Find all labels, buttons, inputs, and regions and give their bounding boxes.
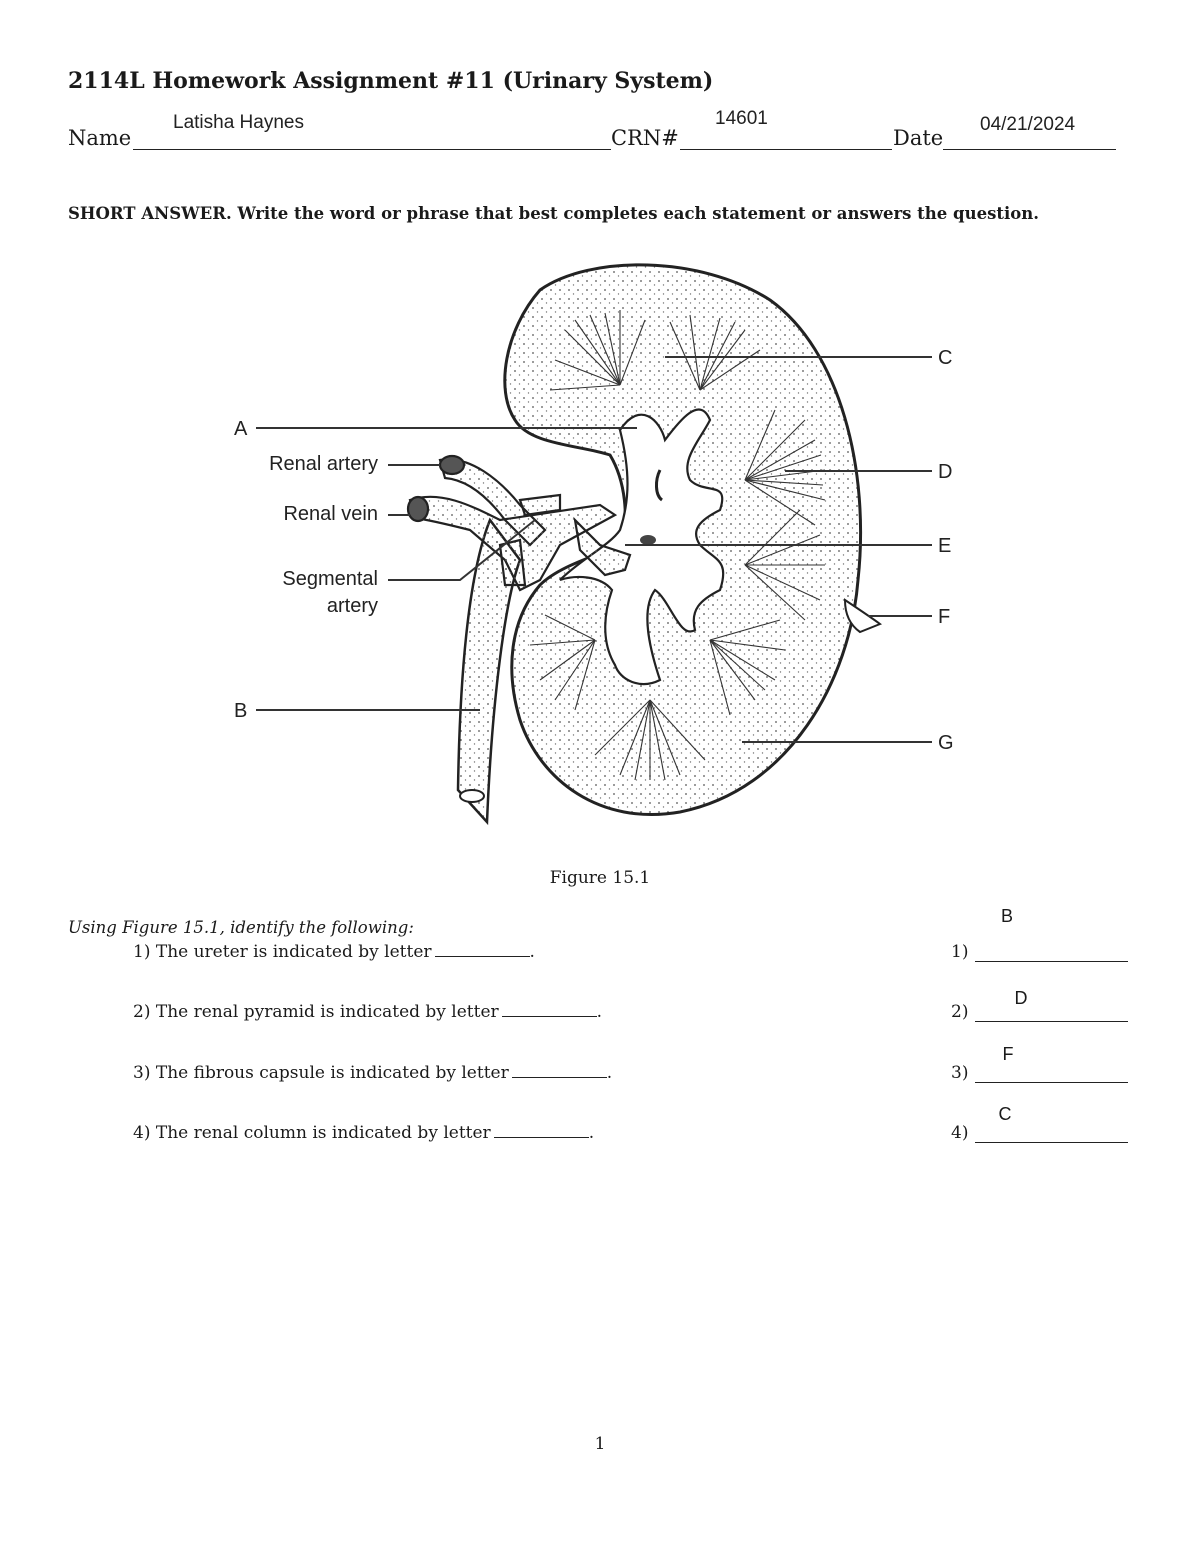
page-number: 1	[594, 1434, 606, 1454]
answer-field-1[interactable]: B	[1000, 906, 1013, 926]
crn-label: CRN#	[611, 126, 679, 150]
label-e: E	[938, 535, 952, 557]
answer-line-1	[975, 961, 1128, 962]
question-3: 3) The fibrous capsule is indicated by letter .	[133, 1063, 613, 1083]
answer-line-2	[975, 1021, 1128, 1022]
answer-field-3[interactable]: F	[1002, 1044, 1014, 1064]
answer-number-1: 1)	[951, 942, 969, 962]
label-g: G	[938, 732, 954, 754]
answer-line-3	[975, 1082, 1128, 1083]
label-b: B	[234, 700, 248, 722]
date-field[interactable]: 04/21/2024	[980, 114, 1076, 135]
question-4: 4) The renal column is indicated by letter .	[133, 1123, 595, 1143]
instructions: SHORT ANSWER. Write the word or phrase that best completes each statement or answers the question.	[68, 204, 1039, 223]
questions-header: Using Figure 15.1, identify the following:	[68, 918, 414, 937]
figure-caption: Figure 15.1	[549, 868, 651, 888]
answer-field-4[interactable]: C	[998, 1104, 1012, 1124]
label-renal-vein: Renal vein	[283, 503, 378, 525]
question-1: 1) The ureter is indicated by letter .	[133, 942, 535, 962]
answer-line-4	[975, 1142, 1128, 1143]
page-title: 2114L Homework Assignment #11 (Urinary System)	[68, 68, 714, 94]
label-c: C	[938, 347, 953, 369]
label-segmental-artery: artery	[326, 595, 378, 617]
label-segmental: Segmental	[282, 568, 378, 590]
label-f: F	[938, 606, 951, 628]
crn-field[interactable]: 14601	[715, 108, 768, 129]
answer-field-2[interactable]: D	[1014, 988, 1028, 1008]
name-field[interactable]: Latisha Haynes	[173, 112, 304, 133]
answer-number-4: 4)	[951, 1123, 969, 1143]
answer-number-2: 2)	[951, 1002, 969, 1022]
question-2: 2) The renal pyramid is indicated by letter .	[133, 1002, 603, 1022]
label-d: D	[938, 461, 953, 483]
label-renal-artery: Renal artery	[269, 453, 378, 475]
label-a: A	[234, 418, 248, 440]
date-label: Date	[893, 126, 944, 150]
answer-number-3: 3)	[951, 1063, 969, 1083]
name-label: Name	[68, 126, 132, 150]
